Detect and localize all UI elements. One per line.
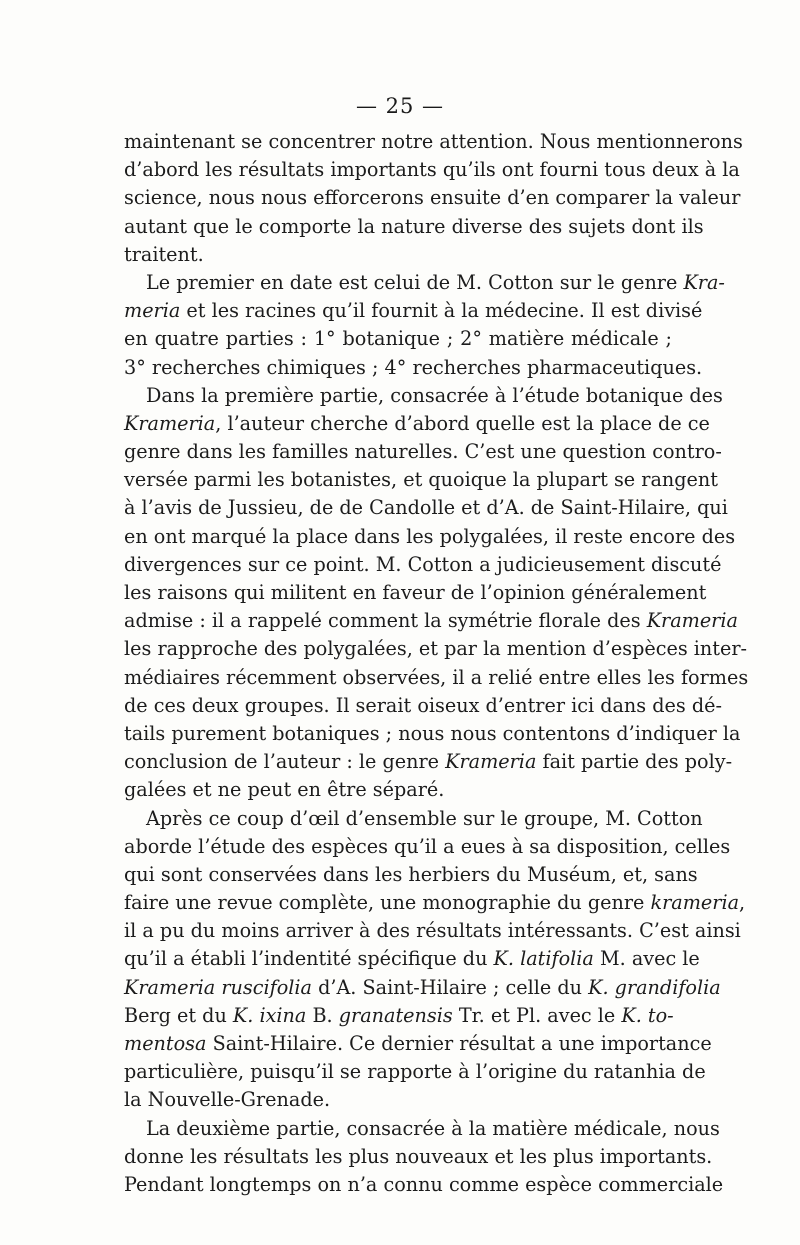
text-line	[124, 748, 733, 776]
text-line	[124, 861, 698, 889]
text-line	[124, 889, 746, 917]
text-segment: M. avec le	[593, 947, 700, 971]
italic-text: Kra-	[683, 270, 725, 294]
italic-text: K. latifolia	[493, 947, 594, 971]
text-segment: conclusion de l’auteur : le genre	[124, 750, 446, 774]
italic-text: K. ixina	[232, 1003, 307, 1027]
text-segment: en ont marqué la place dans les polygalées, il reste encore des	[124, 524, 736, 548]
text-segment: Après ce coup d’œil d’ensemble sur le groupe, M. Cotton	[146, 806, 703, 830]
text-segment: Dans la première partie, consacrée à l’étude botanique des	[146, 383, 723, 407]
text-segment: ,	[739, 891, 746, 915]
text-segment: donne les résultats les plus nouveaux et les plus importants.	[124, 1144, 713, 1168]
text-line	[124, 297, 703, 325]
text-line	[124, 1002, 672, 1030]
text-segment: d’abord les résultats importants qu’ils ont fourni tous deux à la	[124, 158, 740, 182]
italic-text: granatensis	[338, 1003, 453, 1027]
italic-text: K. grandifolia	[588, 975, 721, 999]
text-line	[124, 156, 740, 184]
text-line	[124, 551, 722, 579]
text-segment: La deuxième partie, consacrée à la matière médicale, nous	[146, 1116, 720, 1140]
text-segment: d’A. Saint-Hilaire ; celle du	[311, 975, 589, 999]
text-segment: Tr. et Pl. avec le	[452, 1003, 622, 1027]
text-segment: B.	[306, 1003, 339, 1027]
text-segment: médiaires récemment observées, il a relié entre elles les formes	[124, 665, 749, 689]
text-segment: divergences sur ce point. M. Cotton a judicieusement discuté	[124, 552, 722, 576]
text-line	[124, 579, 707, 607]
text-line	[124, 1115, 720, 1143]
text-line	[124, 917, 741, 945]
text-segment: maintenant se concentrer notre attention. Nous mentionnerons	[124, 130, 743, 153]
text-line	[124, 523, 736, 551]
text-segment: aborde l’étude des espèces qu’il a eues à sa disposition, celles	[124, 834, 731, 858]
text-line	[124, 184, 741, 212]
text-line	[124, 494, 728, 522]
text-line	[124, 438, 722, 466]
text-segment: genre dans les familles naturelles. C’est une question contro-	[124, 440, 722, 464]
text-line	[124, 128, 743, 156]
text-segment: Saint-Hilaire. Ce dernier résultat a une importance	[206, 1032, 712, 1055]
text-segment: autant que le comporte la nature diverse des sujets dont ils	[124, 214, 704, 238]
text-line	[124, 1143, 713, 1171]
text-segment: 3° recherches chimiques ; 4° recherches pharmaceutiques.	[124, 355, 703, 379]
text-segment: qui sont conservées dans les herbiers du Muséum, et, sans	[124, 862, 698, 886]
text-segment: galées et ne peut en être séparé.	[124, 778, 445, 802]
text-line	[124, 776, 672, 804]
text-segment: Le premier en date est celui de M. Cotton sur le genre	[146, 270, 684, 294]
text-line	[124, 1030, 712, 1058]
text-segment: en quatre parties : 1° botanique ; 2° matière médicale ;	[124, 327, 672, 351]
text-segment: qu’il a établi l’indentité spécifique du	[124, 947, 494, 971]
text-line	[124, 269, 725, 297]
text-line	[124, 354, 703, 382]
text-segment: particulière, puisqu’il se rapporte à l’origine du ratanhia de	[124, 1060, 706, 1084]
text-line	[124, 410, 710, 438]
text-line	[124, 1171, 724, 1199]
text-segment: admise : il a rappelé comment la symétrie florale des	[124, 609, 647, 633]
text-segment: , l’auteur cherche d’abord quelle est la place de ce	[215, 411, 710, 435]
text-line	[124, 635, 747, 663]
text-segment: de ces deux groupes. Il serait oiseux d’entrer ici dans des dé-	[124, 693, 722, 717]
text-segment: à l’avis de Jussieu, de de Candolle et d’A. de Saint-Hilaire, qui	[124, 496, 728, 520]
text-line	[124, 213, 704, 241]
italic-text: Krameria	[124, 411, 216, 435]
text-segment: les raisons qui militent en faveur de l’opinion généralement	[124, 581, 707, 604]
italic-text: Krameria	[445, 750, 537, 774]
italic-text: mentosa	[124, 1032, 207, 1055]
text-segment: Pendant longtemps on n’a connu comme espèce commerciale	[124, 1172, 724, 1196]
text-segment: faire une revue complète, une monographie du genre	[124, 891, 651, 915]
text-line	[124, 382, 723, 410]
text-line	[124, 720, 741, 748]
text-line	[124, 241, 672, 269]
text-line	[124, 833, 731, 861]
text-line	[124, 1086, 672, 1114]
body-text	[124, 128, 749, 1199]
text-segment: la Nouvelle-Grenade.	[124, 1088, 331, 1112]
text-segment: fait partie des poly-	[536, 750, 733, 774]
text-segment: tails purement botaniques ; nous nous contentons d’indiquer la	[124, 721, 741, 745]
text-segment: et les racines qu’il fournit à la médecine. Il est divisé	[180, 299, 703, 323]
text-segment: science, nous nous efforcerons ensuite d’en comparer la valeur	[124, 186, 741, 210]
text-line	[124, 607, 738, 635]
italic-text: K. to-	[621, 1003, 674, 1027]
text-line	[124, 1058, 706, 1086]
text-line	[124, 692, 722, 720]
italic-text: Krameria ruscifolia	[124, 975, 312, 999]
text-line	[124, 466, 718, 494]
italic-text: meria	[124, 299, 181, 323]
text-line	[124, 945, 700, 973]
text-segment: les rapproche des polygalées, et par la mention d’espèces inter-	[124, 637, 747, 661]
italic-text: krameria	[650, 891, 740, 915]
text-line	[124, 325, 672, 353]
text-segment: traitent.	[124, 242, 204, 266]
italic-text: Krameria	[646, 609, 738, 633]
text-segment: versée parmi les botanistes, et quoique la plupart se rangent	[124, 468, 718, 492]
text-line	[124, 805, 703, 833]
text-segment: Berg et du	[124, 1003, 233, 1027]
text-line	[124, 664, 749, 692]
page-number: — 25 —	[355, 94, 445, 118]
text-segment: il a pu du moins arriver à des résultats intéressants. C’est ainsi	[124, 919, 741, 943]
text-line	[124, 974, 721, 1002]
